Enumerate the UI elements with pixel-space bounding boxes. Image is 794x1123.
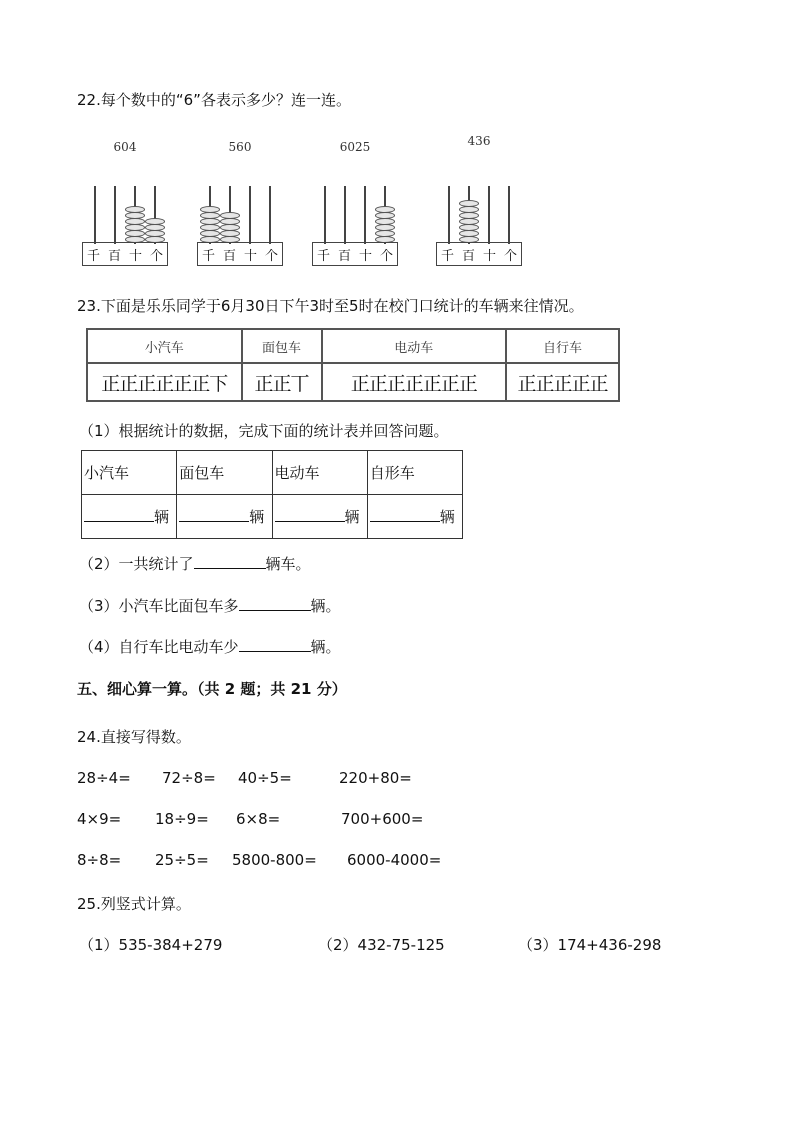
abacus-base: 千 百 十 个 xyxy=(436,242,522,266)
stats-answer-cell[interactable]: 辆 xyxy=(177,495,272,539)
tally-header: 自行车 xyxy=(506,329,619,363)
stats-answer-cell[interactable]: 辆 xyxy=(82,495,177,539)
q23-sub3: （3）小汽车比面包车多 辆。 xyxy=(79,597,341,615)
abacus-3 xyxy=(312,140,398,268)
stats-answer-cell[interactable]: 辆 xyxy=(367,495,462,539)
q25-title: 25.列竖式计算。 xyxy=(77,895,191,913)
q23-sub2: （2）一共统计了 辆车。 xyxy=(79,555,311,573)
tally-table xyxy=(86,328,620,402)
q24-item: 700+600= xyxy=(341,810,424,828)
abacus-base: 千 百 十 个 xyxy=(312,242,398,266)
tally-marks: 正正正正正正正 xyxy=(322,363,507,401)
abacus-number: 560 xyxy=(228,140,252,154)
stats-header: 电动车 xyxy=(272,451,367,495)
stats-header: 面包车 xyxy=(177,451,272,495)
abacus-number: 604 xyxy=(113,140,137,154)
stats-answer-cell[interactable]: 辆 xyxy=(272,495,367,539)
abacus-1 xyxy=(82,140,168,268)
q24-item: 72÷8= xyxy=(162,769,216,787)
answer-blank[interactable] xyxy=(370,507,440,522)
q25-item: （1）535-384+279 xyxy=(79,936,223,954)
abacus-base: 千 百 十 个 xyxy=(197,242,283,266)
abacus-number: 6025 xyxy=(339,140,371,154)
abacus-4 xyxy=(436,134,522,268)
tally-header: 小汽车 xyxy=(87,329,242,363)
answer-blank[interactable] xyxy=(84,507,154,522)
answer-blank[interactable] xyxy=(275,507,345,522)
q24-item: 8÷8= xyxy=(77,851,122,869)
q24-item: 4×9= xyxy=(77,810,122,828)
q24-item: 5800-800= xyxy=(232,851,317,869)
q24-item: 6000-4000= xyxy=(347,851,442,869)
q23-title: 23.下面是乐乐同学于6月30日下午3时至5时在校门口统计的车辆来往情况。 xyxy=(77,297,584,315)
q24-title: 24.直接写得数。 xyxy=(77,728,191,746)
section-heading: 五、细心算一算。（共 2 题；共 21 分） xyxy=(77,680,347,698)
stats-header: 自形车 xyxy=(367,451,462,495)
q24-item: 220+80= xyxy=(339,769,412,787)
stats-header: 小汽车 xyxy=(82,451,177,495)
abacus-base: 千 百 十 个 xyxy=(82,242,168,266)
q23-sub1: （1）根据统计的数据，完成下面的统计表并回答问题。 xyxy=(79,422,449,440)
q22-title: 22.每个数中的“6”各表示多少？连一连。 xyxy=(77,91,351,109)
tally-marks: 正正正正正正下 xyxy=(87,363,242,401)
q23-sub4: （4）自行车比电动车少 辆。 xyxy=(79,638,341,656)
tally-marks: 正正丅 xyxy=(242,363,322,401)
q24-item: 25÷5= xyxy=(155,851,209,869)
tally-header: 电动车 xyxy=(322,329,507,363)
q25-item: （3）174+436-298 xyxy=(518,936,662,954)
answer-blank[interactable] xyxy=(194,554,266,569)
abacus-number: 436 xyxy=(467,134,491,148)
tally-header: 面包车 xyxy=(242,329,322,363)
stats-table xyxy=(81,450,463,539)
q25-item: （2）432-75-125 xyxy=(318,936,445,954)
q24-item: 18÷9= xyxy=(155,810,209,828)
q24-item: 40÷5= xyxy=(238,769,292,787)
answer-blank[interactable] xyxy=(239,637,311,652)
answer-blank[interactable] xyxy=(179,507,249,522)
tally-marks: 正正正正正 xyxy=(506,363,619,401)
q24-item: 28÷4= xyxy=(77,769,131,787)
answer-blank[interactable] xyxy=(239,596,311,611)
abacus-2 xyxy=(197,140,283,268)
q24-item: 6×8= xyxy=(236,810,281,828)
